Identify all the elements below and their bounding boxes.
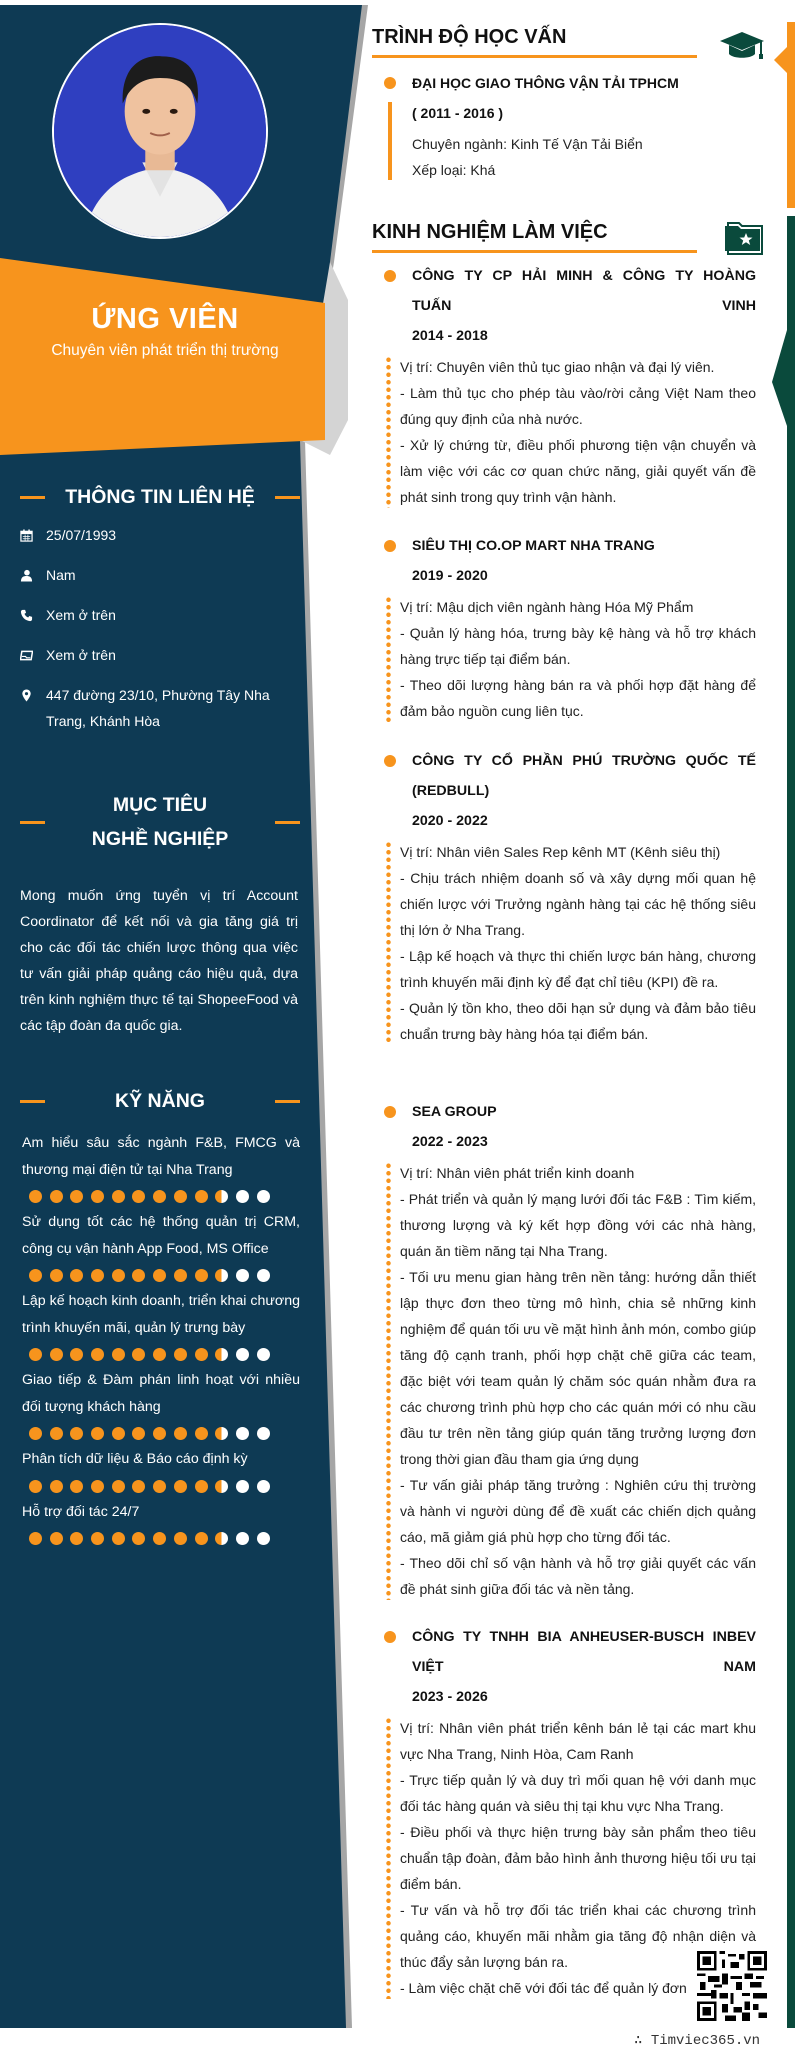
rating-dot — [132, 1269, 145, 1282]
rating-dot — [215, 1190, 228, 1203]
job-line: Vị trí: Nhân viên Sales Rep kênh MT (Kênh siêu thị) — [400, 844, 721, 860]
skill-name: Hỗ trợ đối tác 24/7 — [22, 1503, 140, 1520]
job-description — [384, 354, 756, 510]
job-line: Vị trí: Nhân viên phát triển kênh bán lẻ tại các mart khu vực Nha Trang, Ninh Hòa, Cam Ranh — [400, 1720, 756, 1762]
rating-dot — [91, 1269, 104, 1282]
contact-item-gender — [20, 562, 290, 588]
skill-rating — [22, 1345, 300, 1364]
job-line: - Làm thủ tục cho phép tàu vào/rời cảng Việt Nam theo đúng quy định của nhà nước. — [400, 385, 756, 427]
rating-dot — [236, 1480, 249, 1493]
rating-dot — [50, 1348, 63, 1361]
skill-rating — [22, 1529, 300, 1548]
rating-dot — [215, 1480, 228, 1493]
rating-dot — [153, 1190, 166, 1203]
rating-dot — [132, 1480, 145, 1493]
rating-dot — [195, 1190, 208, 1203]
rating-dot — [29, 1190, 42, 1203]
skill-name: Am hiểu sâu sắc ngành F&B, FMCG và thương mại điện tử tại Nha Trang — [22, 1135, 300, 1178]
skill-item — [22, 1499, 300, 1549]
job-line: - Theo dõi chỉ số vận hành và hỗ trợ giải quyết các vấn đề phát sinh giữa đối tác và nền tảng. — [400, 1555, 756, 1597]
job-years: 2023 - 2026 — [412, 1689, 488, 1705]
job-item — [384, 261, 756, 510]
job-line: - Làm việc chặt chẽ với đối tác để quản lý đơn — [400, 1980, 687, 1996]
job-line: - Quản lý hàng hóa, trưng bày kệ hàng và hỗ trợ khách hàng trực tiếp tại điểm bán. — [400, 625, 756, 667]
rating-dot — [174, 1269, 187, 1282]
rating-dot — [70, 1348, 83, 1361]
education-details — [384, 98, 744, 183]
skills-heading — [20, 1084, 300, 1118]
rating-dot — [70, 1190, 83, 1203]
skill-item — [22, 1209, 300, 1285]
rating-dot — [236, 1427, 249, 1440]
rating-dot — [91, 1427, 104, 1440]
skill-rating — [22, 1477, 300, 1496]
user-icon — [20, 562, 46, 588]
rating-dot — [29, 1480, 42, 1493]
rating-dot — [91, 1480, 104, 1493]
job-line: - Quản lý tồn kho, theo dõi hạn sử dụng và đảm bảo tiêu chuẩn trưng bày hàng hóa tại điểm bán. — [400, 1000, 756, 1042]
right-accent-orange-arrow — [774, 47, 787, 73]
rating-dot — [132, 1427, 145, 1440]
job-line: - Phát triển và quản lý mạng lưới đối tác F&B : Tìm kiếm, thương lượng và ký kết hợp đồng với các nhà hàng, quán ăn tiềm năng tại Nha Trang. — [400, 1191, 756, 1259]
rating-dot — [215, 1532, 228, 1545]
right-accent-green — [787, 216, 795, 2028]
education-years: ( 2011 - 2016 ) — [412, 105, 504, 121]
rating-dot — [153, 1480, 166, 1493]
rating-dot — [195, 1427, 208, 1440]
job-years: 2019 - 2020 — [412, 568, 488, 584]
rating-dot — [29, 1427, 42, 1440]
rating-dot — [215, 1427, 228, 1440]
rating-dot — [132, 1190, 145, 1203]
skill-rating — [22, 1424, 300, 1443]
right-accent-green-chevron — [772, 330, 787, 426]
email-value: Xem ở trên — [46, 647, 116, 663]
rating-dot — [132, 1348, 145, 1361]
rating-dot — [50, 1532, 63, 1545]
job-company: CÔNG TY CP HẢI MINH & CÔNG TY HOÀNG TUẤN VINH — [412, 268, 756, 314]
rating-dot — [112, 1480, 125, 1493]
contact-item-birthdate — [20, 522, 290, 548]
name-block — [0, 303, 330, 360]
job-line: - Trực tiếp quản lý và duy trì mối quan hệ với danh mục đối tác hàng quán và siêu thị tại khu vực Nha Trang. — [400, 1772, 756, 1814]
right-accent-orange — [787, 22, 795, 208]
education-heading-text: TRÌNH ĐỘ HỌC VẤN — [372, 26, 567, 48]
rating-dot — [195, 1480, 208, 1493]
skill-item — [22, 1446, 300, 1496]
rating-dot — [257, 1480, 270, 1493]
map-marker-icon — [20, 682, 46, 708]
skill-item — [22, 1288, 300, 1364]
footer-brand: ∴ Timviec365.vn — [634, 2033, 761, 2049]
skill-name: Lập kế hoạch kinh doanh, triển khai chương trình khuyến mãi, quản lý trưng bày — [22, 1293, 300, 1336]
rating-dot — [29, 1532, 42, 1545]
skills-list — [22, 1130, 300, 1551]
rating-dot — [153, 1348, 166, 1361]
contact-heading-text: THÔNG TIN LIÊN HỆ — [65, 486, 255, 508]
experience-heading-text: KINH NGHIỆM LÀM VIỆC — [372, 221, 608, 243]
job-company: SIÊU THỊ CO.OP MART NHA TRANG — [412, 538, 655, 554]
rating-dot — [195, 1348, 208, 1361]
rating-dot — [153, 1427, 166, 1440]
gender-value: Nam — [46, 567, 76, 583]
rating-dot — [70, 1427, 83, 1440]
rating-dot — [174, 1532, 187, 1545]
skill-item — [22, 1367, 300, 1443]
rating-dot — [50, 1427, 63, 1440]
job-line: - Tư vấn và hỗ trợ đối tác triển khai các chương trình quảng cáo, khuyến mãi nhằm gia tăng độ nhận diện và thúc đẩy sản lượng bán ra. — [400, 1902, 756, 1970]
rating-dot — [29, 1269, 42, 1282]
job-header — [384, 531, 756, 591]
rating-dot — [174, 1480, 187, 1493]
education-heading — [372, 22, 697, 58]
job-company: SEA GROUP — [412, 1104, 497, 1120]
job-company: CÔNG TY CỔ PHẦN PHÚ TRƯỜNG QUỐC TẾ (REDBULL) — [412, 753, 756, 799]
calendar-icon — [20, 522, 46, 548]
rating-dot — [174, 1427, 187, 1440]
skill-name: Giao tiếp & Đàm phán linh hoạt với nhiều đối tượng khách hàng — [22, 1372, 300, 1415]
job-line: - Chịu trách nhiệm doanh số và xây dựng mối quan hệ chiến lược với Trưởng ngành hàng tại các hệ thống siêu thị lớn ở Nha Trang. — [400, 870, 756, 938]
profile-photo — [54, 25, 266, 237]
job-line: - Tối ưu menu gian hàng trên nền tảng: hướng dẫn thiết lập thực đơn theo từng mô hình, chia sẻ những kinh nghiệm để quán tối ưu về mặt hình ảnh món, combo giúp tăng độ cạnh tranh, phối hợp chặt chẽ giữa các team, đặc biệt với team quản lý chăm sóc quán nhằm đưa ra các chương trình phù hợp cho các quán mới có nhu cầu đầu tư trên nền tảng giúp quán tăng trưởng lượng đơn trong thời gian đầu tham gia ứng dụng — [400, 1269, 756, 1467]
rating-dot — [257, 1532, 270, 1545]
job-line: - Xử lý chứng từ, điều phối phương tiện vận chuyển và làm việc với các cơ quan chức năng, giải quyết vấn đề phát sinh trong quy trình vận hành. — [400, 437, 756, 505]
job-years: 2014 - 2018 — [412, 328, 488, 344]
objective-heading — [20, 788, 300, 856]
rating-dot — [257, 1427, 270, 1440]
rating-dot — [50, 1269, 63, 1282]
job-years: 2020 - 2022 — [412, 813, 488, 829]
rating-dot — [112, 1532, 125, 1545]
job-line: - Tư vấn giải pháp tăng trưởng : Nghiên cứu thị trường và hành vi người dùng để đề xuất các chiến dịch quảng cáo, mã giảm giá phù hợp cho từng đối tác. — [400, 1477, 756, 1545]
rating-dot — [91, 1532, 104, 1545]
contact-list — [20, 522, 290, 748]
education-grade: Xếp loại: Khá — [412, 162, 496, 178]
heading-dash-right — [275, 821, 300, 824]
birthdate-value: 25/07/1993 — [46, 527, 117, 543]
rating-dot — [174, 1348, 187, 1361]
heading-dash-right — [275, 496, 300, 499]
job-item — [384, 1622, 756, 2001]
job-header — [384, 1622, 756, 1712]
education-item — [384, 68, 744, 183]
phone-value: Xem ở trên — [46, 607, 116, 623]
job-line: - Lập kế hoạch và thực thi chiến lược bán hàng, chương trình khuyến mãi định kỳ để đạt chỉ tiêu (KPI) đề ra. — [400, 948, 756, 990]
job-item — [384, 1097, 756, 1602]
email-icon — [20, 642, 46, 668]
job-line: Vị trí: Mậu dịch viên ngành hàng Hóa Mỹ Phẩm — [400, 599, 694, 615]
rating-dot — [112, 1269, 125, 1282]
education-major: Chuyên ngành: Kinh Tế Vận Tải Biển — [412, 136, 643, 152]
objective-text: Mong muốn ứng tuyển vị trí Account Coordinator để kết nối và gia tăng giá trị cho các đối tác chiến lược thông qua việc tư vấn giải pháp quảng cáo hiệu quả, dựa trên kinh nghiệm thực tế tại ShopeeFood và các tập đoàn đa quốc gia. — [20, 888, 298, 1034]
candidate-name: ỨNG VIÊN — [91, 303, 239, 335]
job-line: Vị trí: Chuyên viên thủ tục giao nhận và đại lý viên. — [400, 359, 715, 375]
education-accent-line — [388, 102, 392, 180]
rating-dot — [236, 1348, 249, 1361]
skills-heading-text: KỸ NĂNG — [115, 1090, 205, 1112]
rating-dot — [112, 1348, 125, 1361]
rating-dot — [236, 1190, 249, 1203]
candidate-title: Chuyên viên phát triển thị trường — [51, 342, 279, 359]
rating-dot — [215, 1348, 228, 1361]
rating-dot — [153, 1269, 166, 1282]
contact-item-address — [20, 682, 290, 734]
rating-dot — [236, 1269, 249, 1282]
rating-dot — [29, 1348, 42, 1361]
rating-dot — [257, 1190, 270, 1203]
school-name: ĐẠI HỌC GIAO THÔNG VẬN TẢI TPHCM — [384, 68, 744, 98]
rating-dot — [132, 1532, 145, 1545]
qr-code-icon — [697, 1951, 767, 2021]
job-company: CÔNG TY TNHH BIA ANHEUSER-BUSCH INBEV VIỆT NAM — [412, 1629, 756, 1675]
contact-heading — [20, 480, 300, 514]
skill-rating — [22, 1187, 300, 1206]
rating-dot — [236, 1532, 249, 1545]
rating-dot — [257, 1348, 270, 1361]
contact-item-email — [20, 642, 290, 668]
folder-star-icon — [724, 222, 764, 261]
job-description — [384, 1160, 756, 1602]
skill-name: Phân tích dữ liệu & Báo cáo định kỳ — [22, 1451, 248, 1467]
job-header — [384, 1097, 756, 1157]
rating-dot — [153, 1532, 166, 1545]
job-line: Vị trí: Nhân viên phát triển kinh doanh — [400, 1165, 635, 1181]
job-years: 2022 - 2023 — [412, 1134, 488, 1150]
job-header — [384, 746, 756, 836]
objective-heading-text: MỤC TIÊU NGHỀ NGHIỆP — [91, 794, 229, 850]
graduation-cap-icon — [719, 30, 765, 67]
phone-icon — [20, 602, 46, 628]
rating-dot — [195, 1532, 208, 1545]
skill-name: Sử dụng tốt các hệ thống quản trị CRM, công cụ vận hành App Food, MS Office — [22, 1214, 300, 1257]
heading-dash-left — [20, 496, 45, 499]
rating-dot — [70, 1480, 83, 1493]
heading-dash-left — [20, 1100, 45, 1103]
rating-dot — [50, 1480, 63, 1493]
job-description — [384, 839, 756, 1047]
job-header — [384, 261, 756, 351]
rating-dot — [112, 1427, 125, 1440]
job-item — [384, 531, 756, 724]
rating-dot — [195, 1269, 208, 1282]
rating-dot — [174, 1190, 187, 1203]
address-value: 447 đường 23/10, Phường Tây Nha Trang, Khánh Hòa — [46, 687, 270, 729]
contact-item-phone — [20, 602, 290, 628]
rating-dot — [70, 1532, 83, 1545]
rating-dot — [70, 1269, 83, 1282]
job-line: - Điều phối và thực hiện trưng bày sản phẩm theo tiêu chuẩn tập đoàn, đảm bảo hình ảnh thương hiệu tối ưu tại điểm bán. — [400, 1824, 756, 1892]
rating-dot — [50, 1190, 63, 1203]
job-description — [384, 594, 756, 724]
skill-rating — [22, 1266, 300, 1285]
heading-dash-right — [275, 1100, 300, 1103]
avatar — [52, 23, 268, 239]
rating-dot — [91, 1348, 104, 1361]
heading-dash-left — [20, 821, 45, 824]
job-line: - Theo dõi lượng hàng bán ra và phối hợp đặt hàng để đảm bảo nguồn cung liên tục. — [400, 677, 756, 719]
experience-heading — [372, 217, 697, 253]
rating-dot — [215, 1269, 228, 1282]
skill-item — [22, 1130, 300, 1206]
rating-dot — [257, 1269, 270, 1282]
job-item — [384, 746, 756, 1047]
rating-dot — [91, 1190, 104, 1203]
rating-dot — [112, 1190, 125, 1203]
